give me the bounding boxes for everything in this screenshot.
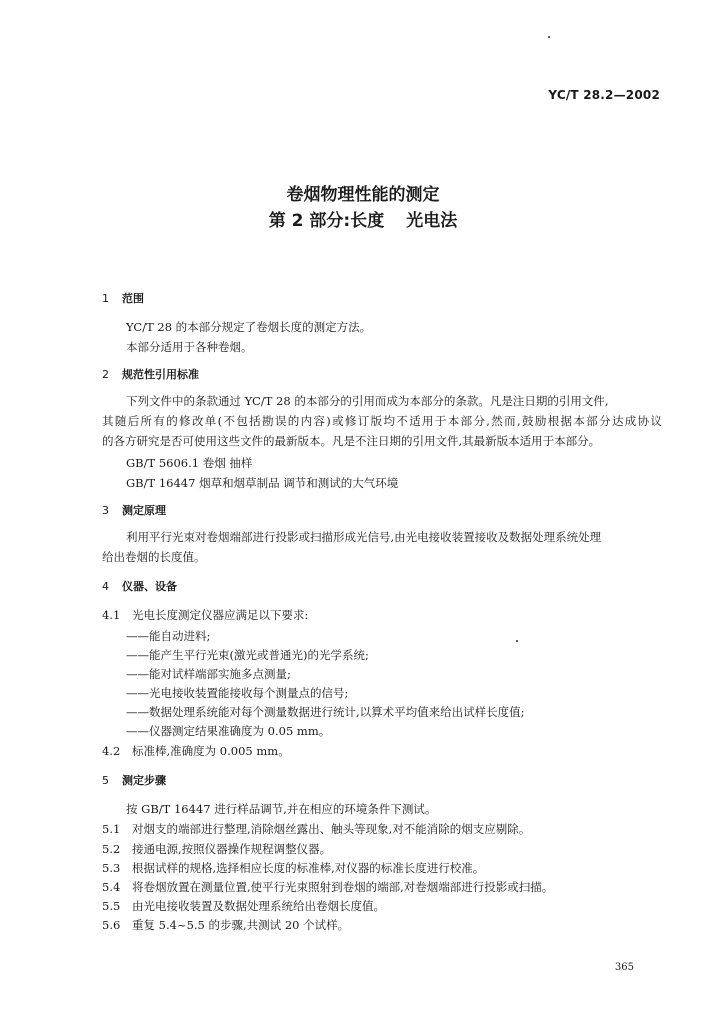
section-title: 仪器、设备 (122, 580, 177, 593)
clause-5-2 (102, 842, 331, 856)
section-5-intro: 按 GB/T 16447 进行样品调节,并在相应的环境条件下测试。 (126, 802, 437, 816)
reference-gb-t-16447: GB/T 16447 烟草和烟草制品 调节和测试的大气环境 (126, 476, 399, 490)
clause-text: 将卷烟放置在测量位置,使平行光束照射到卷烟的端部,对卷烟端部进行投影或扫描。 (132, 880, 554, 894)
requirement-item: ——光电接收装置能接收每个测量点的信号; (126, 686, 349, 700)
clause-number: 5.5 (102, 899, 121, 913)
clause-5-5 (102, 899, 385, 913)
scan-speck (548, 36, 550, 38)
document-title: 卷烟物理性能的测定 (286, 185, 440, 205)
requirement-item: ——仪器测定结果准确度为 0.05 mm。 (126, 724, 331, 738)
requirement-item: ——能产生平行光束(激光或普通光)的光学系统; (126, 648, 369, 662)
section-number: 1 (102, 292, 109, 305)
section-number: 3 (102, 504, 109, 517)
reference-gb-t-5606-1: GB/T 5606.1 卷烟 抽样 (126, 456, 253, 470)
section-title: 测定原理 (122, 504, 166, 517)
clause-number: 5.4 (102, 880, 121, 894)
clause-text: 对烟支的端部进行整理,消除烟丝露出、触头等现象,对不能消除的烟支应剔除。 (132, 822, 531, 836)
section-1-para-1: YC/T 28 的本部分规定了卷烟长度的测定方法。 (126, 320, 372, 334)
clause-number: 5.3 (102, 861, 121, 875)
clause-number: 5.2 (102, 842, 121, 856)
section-number: 4 (102, 580, 109, 593)
clause-4-2 (102, 744, 290, 758)
clause-4-1 (102, 608, 308, 622)
clause-text: 标准棒,准确度为 0.005 mm。 (132, 744, 290, 758)
clause-number: 5.6 (102, 918, 121, 932)
page-number: 365 (614, 962, 634, 973)
section-number: 2 (102, 368, 109, 381)
requirement-item: ——能自动进料; (126, 629, 211, 643)
clause-5-4 (102, 880, 553, 894)
clause-text: 根据试样的规格,选择相应长度的标准棒,对仪器的标准长度进行校准。 (132, 861, 485, 875)
section-1-para-2: 本部分适用于各种卷烟。 (126, 340, 253, 354)
section-2-text-line-3: 的各方研究是否可使用这些文件的最新版本。凡是不注日期的引用文件,其最新版本适用于本部分。 (102, 434, 601, 448)
section-2-heading (102, 368, 199, 382)
clause-number: 4.1 (102, 608, 121, 622)
clause-text: 由光电接收装置及数据处理系统给出卷烟长度值。 (132, 899, 385, 913)
section-4-heading (102, 580, 177, 594)
scan-speck (516, 640, 518, 642)
requirement-item: ——能对试样端部实施多点测量; (126, 667, 291, 681)
section-3-text-line-2: 给出卷烟的长度值。 (102, 550, 206, 564)
subtitle-method: 光电法 (406, 211, 458, 231)
clause-number: 4.2 (102, 744, 121, 758)
section-number: 5 (102, 774, 109, 787)
clause-5-6 (102, 918, 349, 932)
clause-text: 接通电源,按照仪器操作规程调整仪器。 (132, 842, 332, 856)
standard-code: YC/T 28.2—2002 (548, 88, 660, 102)
section-5-heading (102, 774, 166, 788)
section-title: 规范性引用标准 (122, 368, 199, 381)
clause-text: 重复 5.4~5.5 的步骤,共测试 20 个试样。 (132, 918, 350, 932)
subtitle-part: 第 2 部分:长度 (268, 211, 385, 231)
section-title: 测定步骤 (122, 774, 166, 787)
requirement-item: ——数据处理系统能对每个测量数据进行统计,以算术平均值来给出试样长度值; (126, 705, 525, 719)
section-2-text-line-2: 其随后所有的修改单(不包括勘误的内容)或修订版均不适用于本部分,然而,鼓励根据本部分达成协议 (102, 414, 662, 428)
clause-text: 光电长度测定仪器应满足以下要求: (132, 608, 309, 622)
clause-5-1 (102, 822, 530, 836)
section-title: 范围 (122, 292, 144, 305)
section-3-heading (102, 504, 166, 518)
section-1-heading (102, 292, 144, 306)
clause-number: 5.1 (102, 822, 121, 836)
section-2-text-line-1: 下列文件中的条款通过 YC/T 28 的本部分的引用而成为本部分的条款。凡是注日期的引用文件, (126, 394, 609, 408)
clause-5-3 (102, 861, 484, 875)
section-3-text-line-1: 利用平行光束对卷烟端部进行投影或扫描形成光信号,由光电接收装置接收及数据处理系统处理 (126, 530, 602, 544)
document-subtitle (0, 206, 726, 231)
